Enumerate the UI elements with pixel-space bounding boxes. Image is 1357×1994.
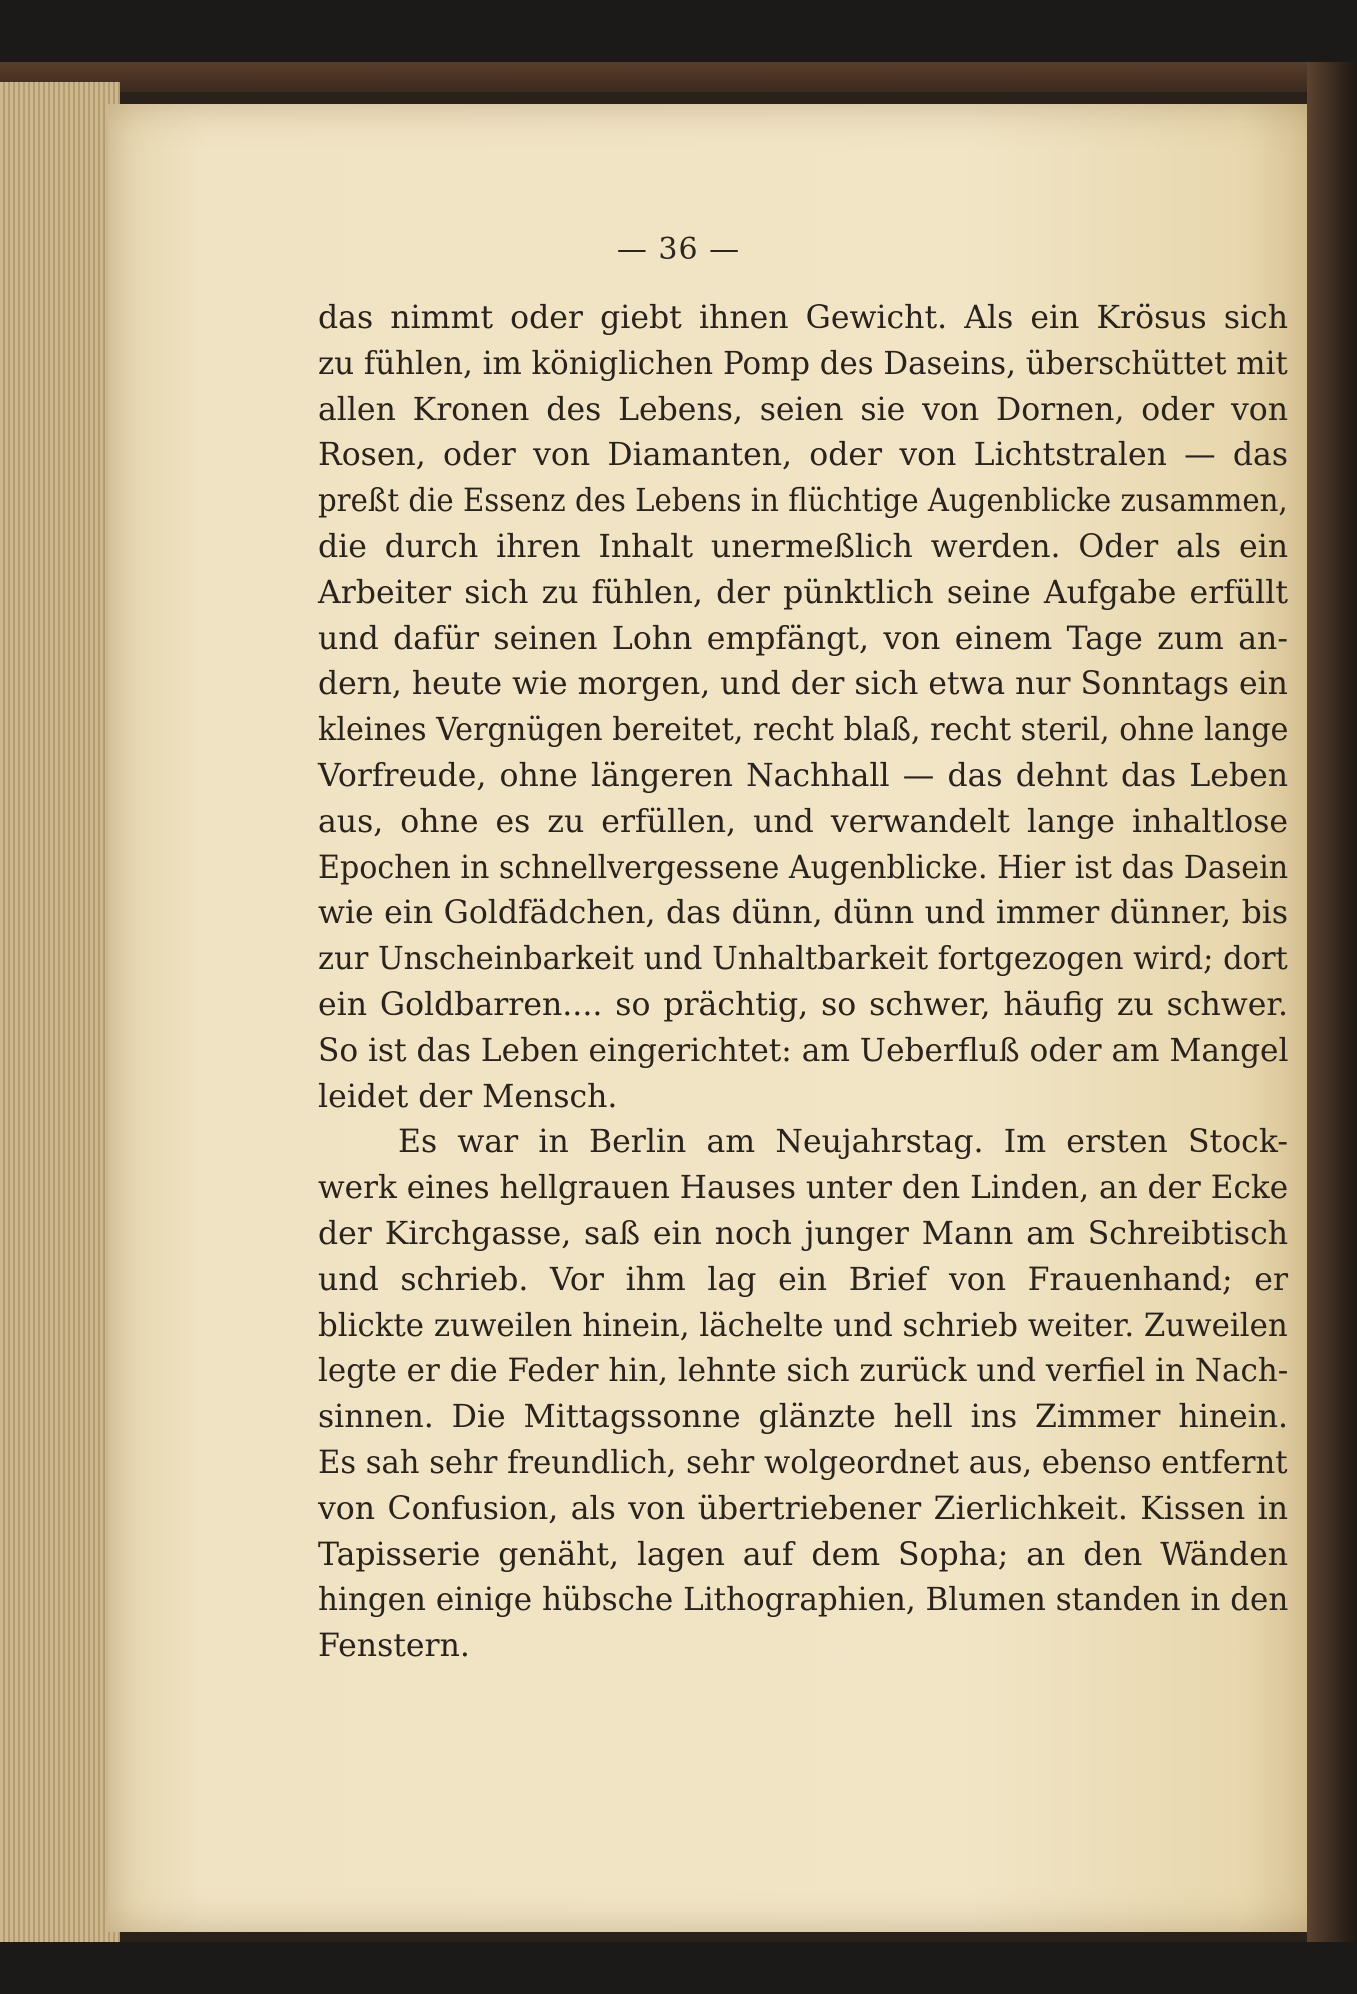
text-line: von Confusion, als von übertriebener Zierlichkeit. Kissen in	[318, 1490, 1288, 1527]
text-line: Es war in Berlin am Neujahrstag. Im ersten Stock-	[398, 1124, 1288, 1161]
text-line: Tapisserie genäht, lagen auf dem Sopha; an den Wänden	[318, 1536, 1288, 1573]
text-line: und schrieb. Vor ihm lag ein Brief von Frauenhand; er	[318, 1261, 1288, 1298]
text-line: aus, ohne es zu erfüllen, und verwandelt lange inhaltlose	[318, 803, 1288, 840]
text-line: blickte zuweilen hinein, lächelte und schrieb weiter. Zuweilen	[318, 1307, 1288, 1344]
text-line: zu fühlen, im königlichen Pomp des Daseins, überschüttet mit	[318, 345, 1288, 382]
text-line: Es sah sehr freundlich, sehr wolgeordnet aus, ebenso entfernt	[318, 1444, 1288, 1481]
page-stack-edge	[0, 82, 120, 1942]
text-line: allen Kronen des Lebens, seien sie von Dornen, oder von	[318, 391, 1288, 428]
text-line: ein Goldbarren.... so prächtig, so schwer, häufig zu schwer.	[318, 986, 1288, 1023]
text-line: sinnen. Die Mittagssonne glänzte hell ins Zimmer hinein.	[318, 1399, 1288, 1436]
page-text	[318, 296, 1288, 1670]
text-line: die durch ihren Inhalt unermeßlich werden. Oder als ein	[318, 528, 1288, 565]
text-line: das nimmt oder giebt ihnen Gewicht. Als ein Krösus sich	[318, 300, 1288, 336]
text-line: leidet der Mensch.	[318, 1078, 618, 1115]
text-line: Rosen, oder von Diamanten, oder von Lichtstralen — das	[318, 437, 1288, 474]
text-line: Fenstern.	[318, 1628, 470, 1665]
text-line: zur Unscheinbarkeit und Unhaltbarkeit fortgezogen wird; dort	[318, 941, 1288, 978]
text-line: hingen einige hübsche Lithographien, Blumen standen in den	[318, 1582, 1289, 1619]
text-line: So ist das Leben eingerichtet: am Ueberfluß oder am Mangel	[318, 1032, 1289, 1069]
text-line: und dafür seinen Lohn empfängt, von einem Tage zum an-	[318, 620, 1288, 657]
text-line: Epochen in schnellvergessene Augenblicke. Hier ist das Dasein	[318, 849, 1289, 886]
text-line: Arbeiter sich zu fühlen, der pünktlich seine Aufgabe erfüllt	[318, 574, 1288, 611]
text-line: Vorfreude, ohne längeren Nachhall — das dehnt das Leben	[318, 757, 1288, 794]
text-line: werk eines hellgrauen Hauses unter den Linden, an der Ecke	[318, 1170, 1289, 1207]
gutter-shadow	[1307, 62, 1357, 1942]
text-line: der Kirchgasse, saß ein noch junger Mann am Schreibtisch	[318, 1215, 1288, 1252]
book-cover-edge	[0, 62, 1357, 92]
text-line: wie ein Goldfädchen, das dünn, dünn und immer dünner, bis	[318, 895, 1288, 932]
text-line: preßt die Essenz des Lebens in flüchtige Augenblicke zusammen,	[318, 483, 1288, 520]
page-number: — 36 —	[616, 232, 741, 267]
text-line: legte er die Feder hin, lehnte sich zurück und verfiel in Nach-	[318, 1353, 1289, 1390]
text-line: kleines Vergnügen bereitet, recht blaß, recht steril, ohne lange	[318, 712, 1289, 749]
text-line: dern, heute wie morgen, und der sich etwa nur Sonntags ein	[318, 666, 1288, 703]
